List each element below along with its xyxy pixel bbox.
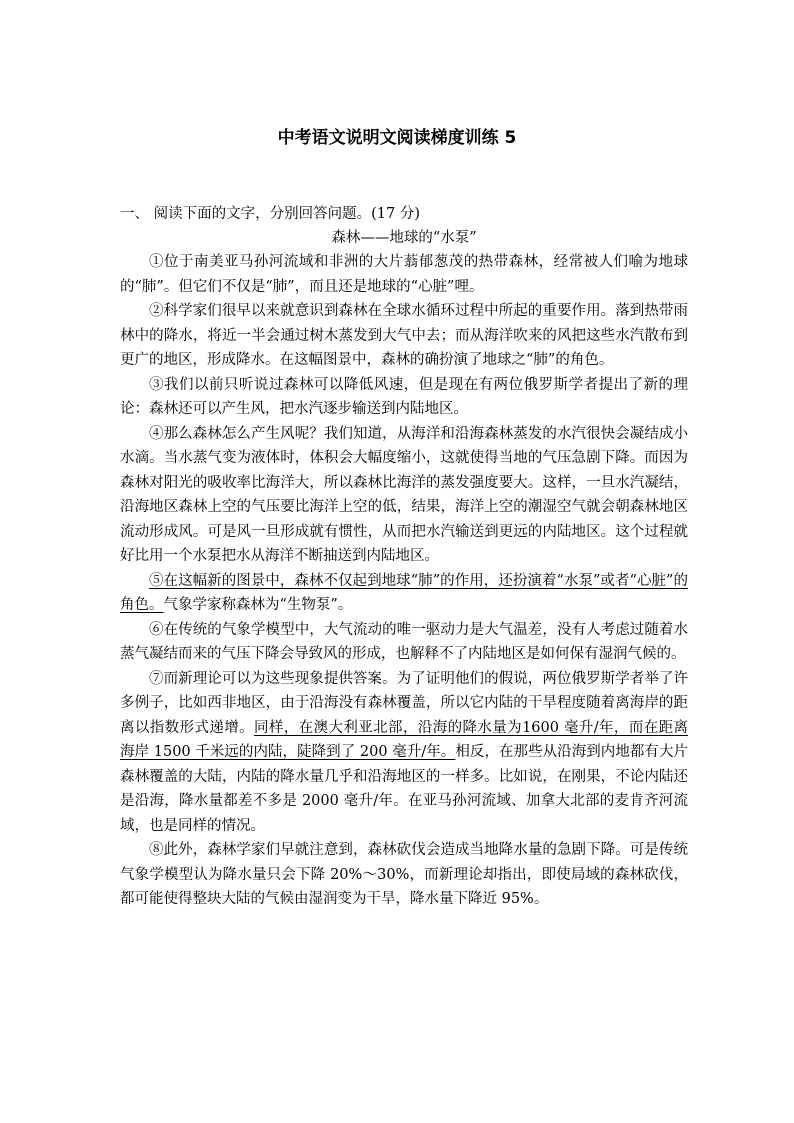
paragraph-7 bbox=[120, 667, 688, 839]
document-title: 中考语文说明文阅读梯度训练 5 bbox=[277, 128, 517, 148]
paragraph-1: ①位于南美亚马孙河流域和非洲的大片蓊郁葱茂的热带森林，经常被人们喻为地球的“肺”。但它们不仅是“肺”，而且还是地球的“心脏”哩。 bbox=[120, 254, 688, 295]
paragraph-8: ⑧此外，森林学家们早就注意到，森林砍伐会造成当地降水量的急剧下降。可是传统气象学模型认为降水量只会下降 20%～30%，而新理论却指出，即使局域的森林砍伐，都可能使得整块大陆的气候由湿润变为干旱，降水量下降近 95%。 bbox=[120, 842, 688, 907]
underlined-sentence: 同样，在澳大利亚北部，沿海的降水量为1600 毫升/年，而在距离海岸 1500 千米远的内陆，陡降到了 200 毫升/年。 bbox=[120, 719, 688, 760]
article-title: 森林——地球的“水泵” bbox=[331, 230, 477, 246]
paragraph-3: ③我们以前只听说过森林可以降低风速，但是现在有两位俄罗斯学者提出了新的理论：森林还可以产生风，把水汽逐步输送到内陆地区。 bbox=[120, 376, 688, 417]
paragraph-4: ④那么森林怎么产生风呢？我们知道，从海洋和沿海森林蒸发的水汽很快会凝结成小水滴。当水蒸气变为液体时，体积会大幅度缩小，这就使得当地的气压急剧下降。而因为森林对阳光的吸收率比海洋大，所以森林比海洋的蒸发强度要大。这样，一旦水汽凝结，沿海地区森林上空的气压要比海洋上空的低，结果，海洋上空的潮湿空气就会朝森林地区流动形成风。可是风一旦形成就有惯性，从而把水汽输送到更远的内陆地区。这个过程就好比用一个水泵把水从海洋不断抽送到内陆地区。 bbox=[120, 425, 688, 564]
underlined-sentence: ⑤在这幅新的图景中，森林不仅起到地球“肺”的作用，还扮演着“水泵”或者“心脏”的角色。 bbox=[120, 572, 688, 613]
paragraph-6: ⑥在传统的气象学模型中，大气流动的唯一驱动力是大气温差，没有人考虑过随着水蒸气凝结而来的气压下降会导致风的形成，也解释不了内陆地区是如何保有湿润气候的。 bbox=[120, 621, 688, 662]
paragraph-text: 气象学家称森林为“生物泵”。 bbox=[163, 597, 353, 613]
question-heading: 一、 阅读下面的文字，分别回答问题。(17 分) bbox=[120, 206, 420, 222]
document-body bbox=[120, 202, 688, 912]
paragraph-2: ②科学家们很早以来就意识到森林在全球水循环过程中所起的重要作用。落到热带雨林中的降水，将近一半会通过树木蒸发到大气中去；而从海洋吹来的风把这些水汽散布到更广的地区，形成降水。在这幅图景中，森林的确扮演了地球之“肺”的角色。 bbox=[120, 303, 688, 368]
paragraph-5 bbox=[120, 569, 688, 618]
paragraph-text: ⑦而新理论可以为这些现象提供答案。为了证明他们的假说，两位俄罗斯学者举了许多例子，比如西非地区，由于沿海没有森林覆盖，所以它内陆的干旱程度随着离海岸的距离以指数形式递增。 bbox=[120, 670, 688, 736]
paragraph-text: 相反，在那些从沿海到内地都有大片森林覆盖的大陆，内陆的降水量几乎和沿海地区的一样多。比如说，在刚果，不论内陆还是沿海，降水量都差不多是 2000 毫升/年。在亚马孙河流域、加拿大北部的麦肯齐河流域，也是同样的情况。 bbox=[120, 744, 689, 834]
